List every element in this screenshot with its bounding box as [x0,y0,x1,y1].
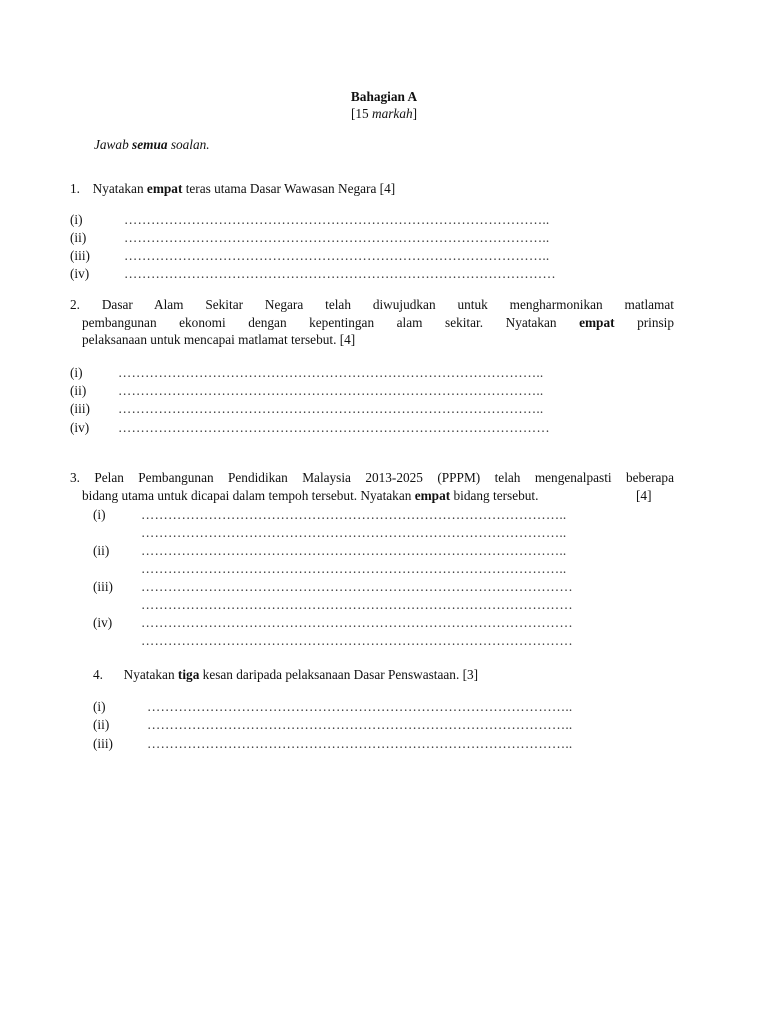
question-2-line-2: pembangunan ekonomi dengan kepentingan alam sekitar. Nyatakan empat prinsip [82,315,675,330]
answer-line[interactable]: ………………………………………………………………………………….. [124,212,550,227]
answer-label: (i) [93,507,106,522]
answer-label: (i) [70,212,83,227]
answer-label: (ii) [70,383,87,398]
answer-line[interactable]: …………………………………………………………………………………… [141,615,573,630]
question-2-line-1: 2. Dasar Alam Sekitar Negara telah diwujudkan untuk mengharmonikan matlamat [70,297,674,312]
answer-label: (iii) [93,579,113,594]
answer-label: (i) [70,365,83,380]
answer-label: (ii) [93,717,110,732]
answer-label: (iv) [93,615,113,630]
answer-line[interactable]: ………………………………………………………………………………….. [141,525,567,540]
answer-line[interactable]: …………………………………………………………………………………… [141,579,573,594]
answer-label: (i) [93,699,106,714]
question-3-line-1: 3. Pelan Pembangunan Pendidikan Malaysia 2013-2025 (PPPM) telah mengenalpasti beberapa [70,470,674,485]
answer-line[interactable]: ………………………………………………………………………………….. [147,717,573,732]
section-marks: [15 markah] [350,106,418,121]
answer-label: (iii) [93,736,113,751]
answer-line[interactable]: ………………………………………………………………………………….. [141,561,567,576]
answer-line[interactable]: …………………………………………………………………………………… [118,420,550,435]
question-2-line-3: pelaksanaan untuk mencapai matlamat tersebut. [4] [82,332,356,347]
answer-label: (iii) [70,401,90,416]
instruction: Jawab semua soalan. [94,137,210,152]
question-1: 1. Nyatakan empat teras utama Dasar Wawasan Negara [4] [70,181,396,196]
section-title: Bahagian A [350,89,418,104]
answer-line[interactable]: ………………………………………………………………………………….. [118,401,544,416]
question-3-line-2: bidang utama untuk dicapai dalam tempoh tersebut. Nyatakan empat bidang tersebut. [82,488,539,503]
question-4: 4. Nyatakan tiga kesan daripada pelaksanaan Dasar Penswastaan. [3] [93,667,479,682]
answer-label: (ii) [93,543,110,558]
answer-label: (iv) [70,266,90,281]
answer-line[interactable]: …………………………………………………………………………………… [141,633,573,648]
answer-line[interactable]: …………………………………………………………………………………… [124,266,556,281]
answer-label: (ii) [70,230,87,245]
answer-line[interactable]: ………………………………………………………………………………….. [118,383,544,398]
answer-line[interactable]: ………………………………………………………………………………….. [141,543,567,558]
answer-line[interactable]: ………………………………………………………………………………….. [147,736,573,751]
answer-line[interactable]: ………………………………………………………………………………….. [118,365,544,380]
answer-label: (iv) [70,420,90,435]
question-3-marks: [4] [636,488,652,503]
answer-label: (iii) [70,248,90,263]
answer-line[interactable]: ………………………………………………………………………………….. [141,507,567,522]
answer-line[interactable]: ………………………………………………………………………………….. [147,699,573,714]
answer-line[interactable]: ………………………………………………………………………………….. [124,248,550,263]
answer-line[interactable]: ………………………………………………………………………………….. [124,230,550,245]
answer-line[interactable]: …………………………………………………………………………………… [141,597,573,612]
